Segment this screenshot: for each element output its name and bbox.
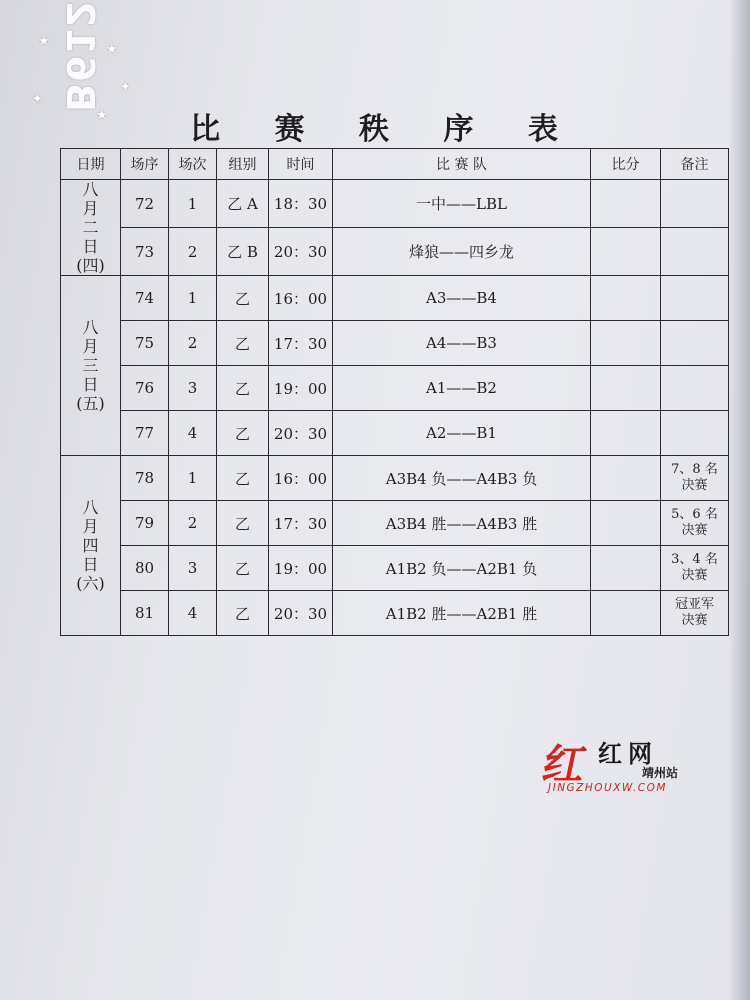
table-row (61, 276, 729, 321)
table-row (61, 180, 729, 228)
teams-cell: A1——B2 (333, 366, 591, 411)
table-row (61, 456, 729, 501)
seq-cell: 72 (121, 180, 169, 228)
header-seq: 场序 (121, 149, 169, 180)
group-cell: 乙 (217, 411, 269, 456)
round-cell: 2 (169, 321, 217, 366)
header-note: 备注 (661, 149, 729, 180)
score-cell (591, 591, 661, 636)
table-row (61, 366, 729, 411)
logo-name: 红网 (598, 740, 658, 768)
hongwang-logo (538, 728, 708, 798)
score-cell (591, 366, 661, 411)
score-cell (591, 180, 661, 228)
watermark-text: B612 (58, 0, 102, 112)
round-cell: 4 (169, 591, 217, 636)
header-teams: 比 赛 队 (333, 149, 591, 180)
date-cell: 八 月 三 日 (五) (61, 276, 121, 456)
seq-cell: 78 (121, 456, 169, 501)
round-cell: 1 (169, 276, 217, 321)
note-cell: 冠亚军 决赛 (661, 591, 729, 636)
group-cell: 乙 B (217, 228, 269, 276)
score-cell (591, 276, 661, 321)
time-cell: 17：30 (269, 321, 333, 366)
group-cell: 乙 (217, 456, 269, 501)
time-cell: 18：30 (269, 180, 333, 228)
header-score: 比分 (591, 149, 661, 180)
time-cell: 20：30 (269, 228, 333, 276)
group-cell: 乙 (217, 276, 269, 321)
group-cell: 乙 A (217, 180, 269, 228)
note-cell (661, 321, 729, 366)
logo-mark: 红 (538, 740, 591, 789)
group-cell: 乙 (217, 501, 269, 546)
round-cell: 2 (169, 501, 217, 546)
table-row (61, 546, 729, 591)
note-cell (661, 180, 729, 228)
teams-cell: A3B4 胜——A4B3 胜 (333, 501, 591, 546)
time-cell: 19：00 (269, 546, 333, 591)
teams-cell: A2——B1 (333, 411, 591, 456)
page-shadow-edge (728, 0, 750, 1000)
round-cell: 4 (169, 411, 217, 456)
group-cell: 乙 (217, 321, 269, 366)
time-cell: 19：00 (269, 366, 333, 411)
date-cell: 八 月 二 日 (四) (61, 180, 121, 276)
note-cell (661, 276, 729, 321)
group-cell: 乙 (217, 546, 269, 591)
teams-cell: A1B2 负——A2B1 负 (333, 546, 591, 591)
seq-cell: 77 (121, 411, 169, 456)
seq-cell: 76 (121, 366, 169, 411)
time-cell: 16：00 (269, 276, 333, 321)
star-icon: ★ (106, 42, 118, 57)
teams-cell: 烽狼——四乡龙 (333, 228, 591, 276)
table-row (61, 501, 729, 546)
header-time: 时间 (269, 149, 333, 180)
score-cell (591, 546, 661, 591)
note-cell: 5、6 名 决赛 (661, 501, 729, 546)
note-cell (661, 366, 729, 411)
header-date: 日期 (61, 149, 121, 180)
score-cell (591, 501, 661, 546)
schedule-table (60, 148, 729, 636)
time-cell: 17：30 (269, 501, 333, 546)
seq-cell: 79 (121, 501, 169, 546)
note-cell (661, 228, 729, 276)
teams-cell: A3B4 负——A4B3 负 (333, 456, 591, 501)
time-cell: 20：30 (269, 591, 333, 636)
round-cell: 3 (169, 366, 217, 411)
header-group: 组别 (217, 149, 269, 180)
note-cell: 7、8 名 决赛 (661, 456, 729, 501)
group-cell: 乙 (217, 366, 269, 411)
teams-cell: A3——B4 (333, 276, 591, 321)
star-icon: ✦ (32, 92, 43, 107)
seq-cell: 73 (121, 228, 169, 276)
logo-station: 靖州站 (642, 766, 679, 780)
teams-cell: A1B2 胜——A2B1 胜 (333, 591, 591, 636)
group-cell: 乙 (217, 591, 269, 636)
date-cell: 八 月 四 日 (六) (61, 456, 121, 636)
teams-cell: A4——B3 (333, 321, 591, 366)
score-cell (591, 228, 661, 276)
time-cell: 16：00 (269, 456, 333, 501)
round-cell: 3 (169, 546, 217, 591)
star-icon: ✦ (120, 80, 131, 95)
teams-cell: 一中——LBL (333, 180, 591, 228)
table-row (61, 321, 729, 366)
round-cell: 1 (169, 180, 217, 228)
table-header-row (61, 149, 729, 180)
score-cell (591, 321, 661, 366)
seq-cell: 80 (121, 546, 169, 591)
round-cell: 2 (169, 228, 217, 276)
time-cell: 20：30 (269, 411, 333, 456)
page-title: 比 赛 秩 序 表 (190, 112, 580, 147)
score-cell (591, 456, 661, 501)
seq-cell: 81 (121, 591, 169, 636)
table-row (61, 591, 729, 636)
note-cell: 3、4 名 决赛 (661, 546, 729, 591)
seq-cell: 74 (121, 276, 169, 321)
table-row (61, 411, 729, 456)
header-round: 场次 (169, 149, 217, 180)
round-cell: 1 (169, 456, 217, 501)
star-icon: ★ (38, 34, 50, 49)
table-row (61, 228, 729, 276)
score-cell (591, 411, 661, 456)
star-icon: ★ (96, 108, 108, 123)
seq-cell: 75 (121, 321, 169, 366)
note-cell (661, 411, 729, 456)
logo-url: JINGZHOUXW.COM (548, 782, 667, 794)
